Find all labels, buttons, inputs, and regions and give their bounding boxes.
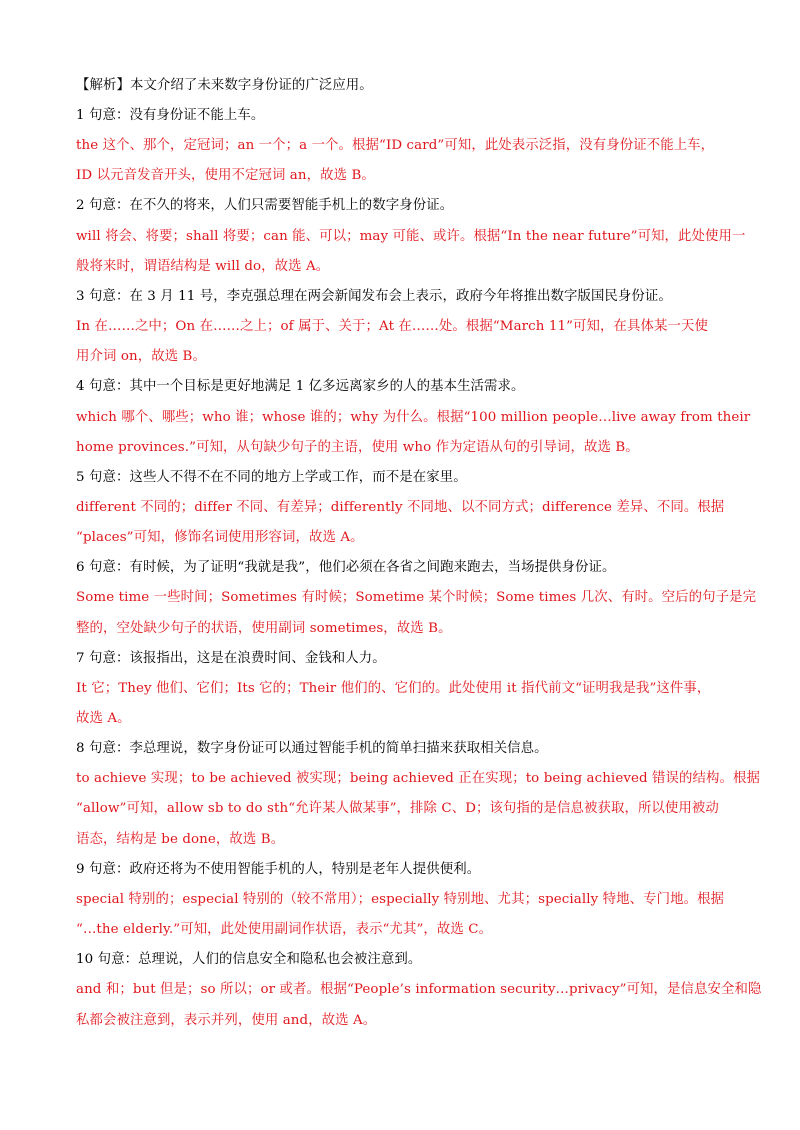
explanation-line: 语态，结构是 be done，故选 B。 [76,831,285,847]
explanation-line: In 在……之中；On 在……之上；of 属于、关于；At 在……处。根据“March 11”可知，在具体某一天使 [76,319,708,334]
explanation-line: 用介词 on，故选 B。 [76,349,206,365]
explanation-line: 般将来时，谓语结构是 will do，故选 A。 [76,258,330,274]
sentence-meaning-line: 10 句意：总理说，人们的信息安全和隐私也会被注意到。 [76,952,422,968]
explanation-line: and 和；but 但是；so 所以；or 或者。根据“People’s information security…privacy”可知，是信息安全和隐 [76,982,762,998]
sentence-meaning-line: 8 句意：李总理说，数字身份证可以通过智能手机的简单扫描来获取相关信息。 [76,741,548,757]
sentence-meaning-line: 3 句意：在 3 月 11 号，李克强总理在两会新闻发布会上表示，政府今年将推出数字版国民身份证。 [76,288,672,304]
explanation-line: different 不同的；differ 不同、有差异；differently 不同地、以不同方式；difference 差异、不同。根据 [76,499,725,515]
explanation-line: home provinces.”可知，从句缺少句子的主语，使用 who 作为定语从句的引导词，故选 B。 [76,439,639,455]
explanation-line: 故选 A。 [76,711,131,726]
sentence-meaning-line: 1 句意：没有身份证不能上车。 [76,108,265,123]
explanation-line: “places”可知，修饰名词使用形容词，故选 A。 [76,530,364,546]
explanation-line: 私都会被注意到，表示并列，使用 and，故选 A。 [76,1012,377,1028]
explanation-line: “allow”可知，allow sb to do sth“允许某人做某事”，排除 C、D；该句指的是信息被获取，所以使用被动 [76,801,719,817]
explanation-line: will 将会、将要；shall 将要；can 能、可以；may 可能、或许。根据“In the near future”可知，此处使用一 [76,228,746,244]
explanation-line: “…the elderly.”可知，此处使用副词作状语，表示“尤其”，故选 C。 [76,922,493,937]
explanation-line: special 特别的；especial 特别的（较不常用）；especially 特别地、尤其；specially 特地、专门地。根据 [76,891,725,907]
sentence-meaning-line: 2 句意：在不久的将来，人们只需要智能手机上的数字身份证。 [76,198,454,214]
explanation-line: Some time 一些时间；Sometimes 有时候；Sometime 某个时候；Some times 几次、有时。空后的句子是完 [76,590,757,606]
sentence-meaning-line: 4 句意：其中一个目标是更好地满足 1 亿多远离家乡的人的基本生活需求。 [76,379,525,395]
sentence-meaning-line: 9 句意：政府还将为不使用智能手机的人，特别是老年人提供便利。 [76,861,481,877]
explanation-line: to achieve 实现；to be achieved 被实现；being achieved 正在实现；to being achieved 错误的结构。根据 [76,771,760,787]
analysis-header: 【解析】本文介绍了未来数字身份证的广泛应用。 [76,78,373,93]
explanation-line: which 哪个、哪些；who 谁；whose 谁的；why 为什么。根据“100 million people…live away from their [76,409,751,425]
explanation-line: ID 以元音发音开头，使用不定冠词 an，故选 B。 [76,168,375,184]
sentence-meaning-line: 6 句意：有时候，为了证明“我就是我”，他们必须在各省之间跑来跑去，当场提供身份证。 [76,560,616,576]
explanation-line: 整的，空处缺少句子的状语，使用副词 sometimes，故选 B。 [76,620,452,636]
explanation-line: the 这个、那个，定冠词；an 一个；a 一个。根据“ID card”可知，此处表示泛指，没有身份证不能上车， [76,138,715,154]
explanation-line: It 它；They 他们、它们；Its 它的；Their 他们的、它们的。此处使用 it 指代前文“证明我是我”这件事， [76,680,711,696]
sentence-meaning-line: 5 句意：这些人不得不在不同的地方上学或工作，而不是在家里。 [76,469,467,485]
sentence-meaning-line: 7 句意：该报指出，这是在浪费时间、金钱和人力。 [76,650,386,666]
